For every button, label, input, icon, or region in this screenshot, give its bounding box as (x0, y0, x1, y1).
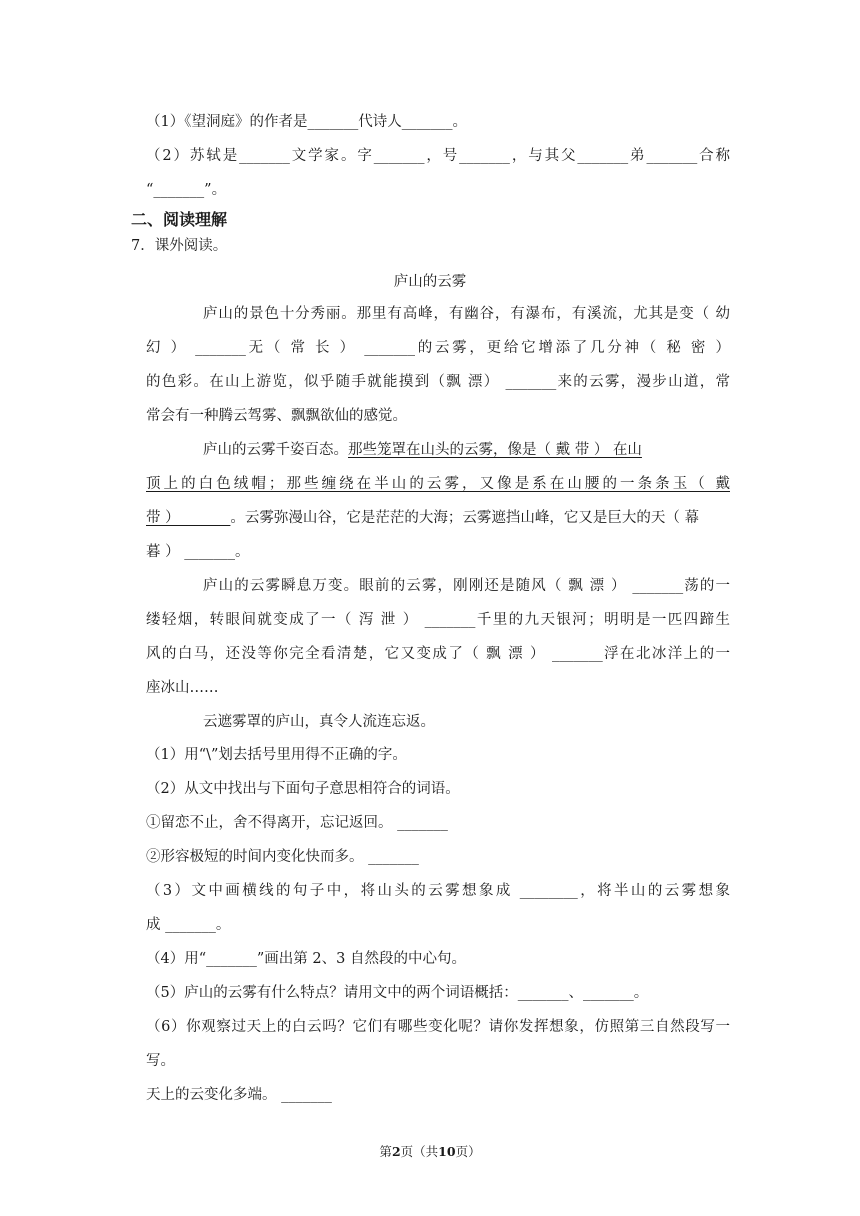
passage-p1-line4: 常会有一种腾云驾雾、飘飘欲仙的感觉。 (146, 408, 407, 424)
section-title: 二、阅读理解 (131, 210, 228, 229)
sub-question-5: （5）庐山的云雾有什么特点？请用文中的两个词语概括：_______、_______。 (146, 985, 649, 1001)
sub-question-3-line2: 成 _______。 (146, 917, 231, 933)
passage-p2-line3 (146, 508, 730, 528)
passage-p2-line1 (203, 440, 730, 460)
underlined-sentence-2: 顶上的白色绒帽；那些缠绕在半山的云雾，又像是系在山腰的一条条玉（ 戴 (146, 476, 730, 492)
sub-question-3-line1: （3）文中画横线的句子中，将山头的云雾想象成 ________，将半山的云雾想象 (146, 883, 730, 899)
passage-p2-line1-plain: 庐山的云雾千姿百态。 (203, 442, 348, 458)
passage-p2-line3-plain: 。云雾弥漫山谷，它是茫茫的大海；云雾遮挡山峰，它又是巨大的天（ 幕 (230, 510, 699, 526)
underlined-sentence-end: 带 ）_______ (146, 510, 231, 526)
footer-mid: 页（共 (400, 1144, 439, 1159)
sub-question-4: （4）用“_______”画出第 2、3 自然段的中心句。 (146, 951, 466, 967)
passage-p1-line2: 幻 ） _______无（ 常 长 ） _______的云雾，更给它增添了几分神（ 秘 密 ） (146, 340, 730, 356)
sub-question-2b: ②形容极短的时间内变化快而多。 _______ (146, 849, 419, 865)
footer-suffix: 页） (455, 1144, 481, 1159)
underlined-sentence-1: 那些笼罩在山头的云雾，像是（ 戴 带 ） 在山 (348, 442, 642, 458)
footer-prefix: 第 (379, 1144, 392, 1159)
passage-p3-line1: 庐山的云雾瞬息万变。眼前的云雾，刚刚还是随风（ 飘 漂 ） _______荡的一 (203, 578, 730, 594)
sub-question-6-line2: 写。 (146, 1053, 175, 1069)
fill-question-1: （1）《望洞庭》的作者是_______代诗人_______。 (146, 114, 467, 130)
sub-question-1: （1）用“\”划去括号里用得不正确的字。 (146, 747, 407, 763)
question-7-label: 7．课外阅读。 (131, 238, 228, 254)
passage-p4: 云遮雾罩的庐山，真令人流连忘返。 (203, 714, 435, 730)
passage-p3-line2: 缕轻烟，转眼间就变成了一（ 泻 泄 ） _______千里的九天银河；明明是一匹四蹄生 (146, 612, 730, 628)
page-footer (0, 1142, 860, 1160)
sub-question-2: （2）从文中找出与下面句子意思相符合的词语。 (146, 781, 460, 797)
fill-question-2-line2: “_______”。 (146, 182, 227, 198)
sub-question-6-line1: （6）你观察过天上的白云吗？它们有哪些变化呢？请你发挥想象，仿照第三自然段写一 (146, 1019, 730, 1035)
sub-question-2a: ①留恋不止，舍不得离开，忘记返回。 _______ (146, 815, 448, 831)
fill-question-2-line1: （2）苏轼是_______文学家。字_______，号_______，与其父_______弟_______合称 (146, 148, 730, 164)
passage-p1-line3: 的色彩。在山上游览，似乎随手就能摸到（飘 漂） _______来的云雾，漫步山道，常 (146, 374, 730, 390)
passage-p3-line3: 风的白马，还没等你完全看清楚，它又变成了（ 飘 漂 ） _______浮在北冰洋上的一 (146, 646, 730, 662)
sub-question-6-answer: 天上的云变化多端。 _______ (146, 1087, 332, 1103)
footer-page-number: 2 (391, 1144, 401, 1159)
passage-p1-line1: 庐山的景色十分秀丽。那里有高峰，有幽谷，有瀑布，有溪流，尤其是变（ 幼 (203, 306, 730, 322)
passage-title: 庐山的云雾 (393, 274, 467, 290)
passage-p3-line4: 座冰山…… (146, 680, 219, 696)
footer-total-pages: 10 (438, 1144, 456, 1159)
passage-p2-line4: 暮 ） _______。 (146, 544, 250, 560)
